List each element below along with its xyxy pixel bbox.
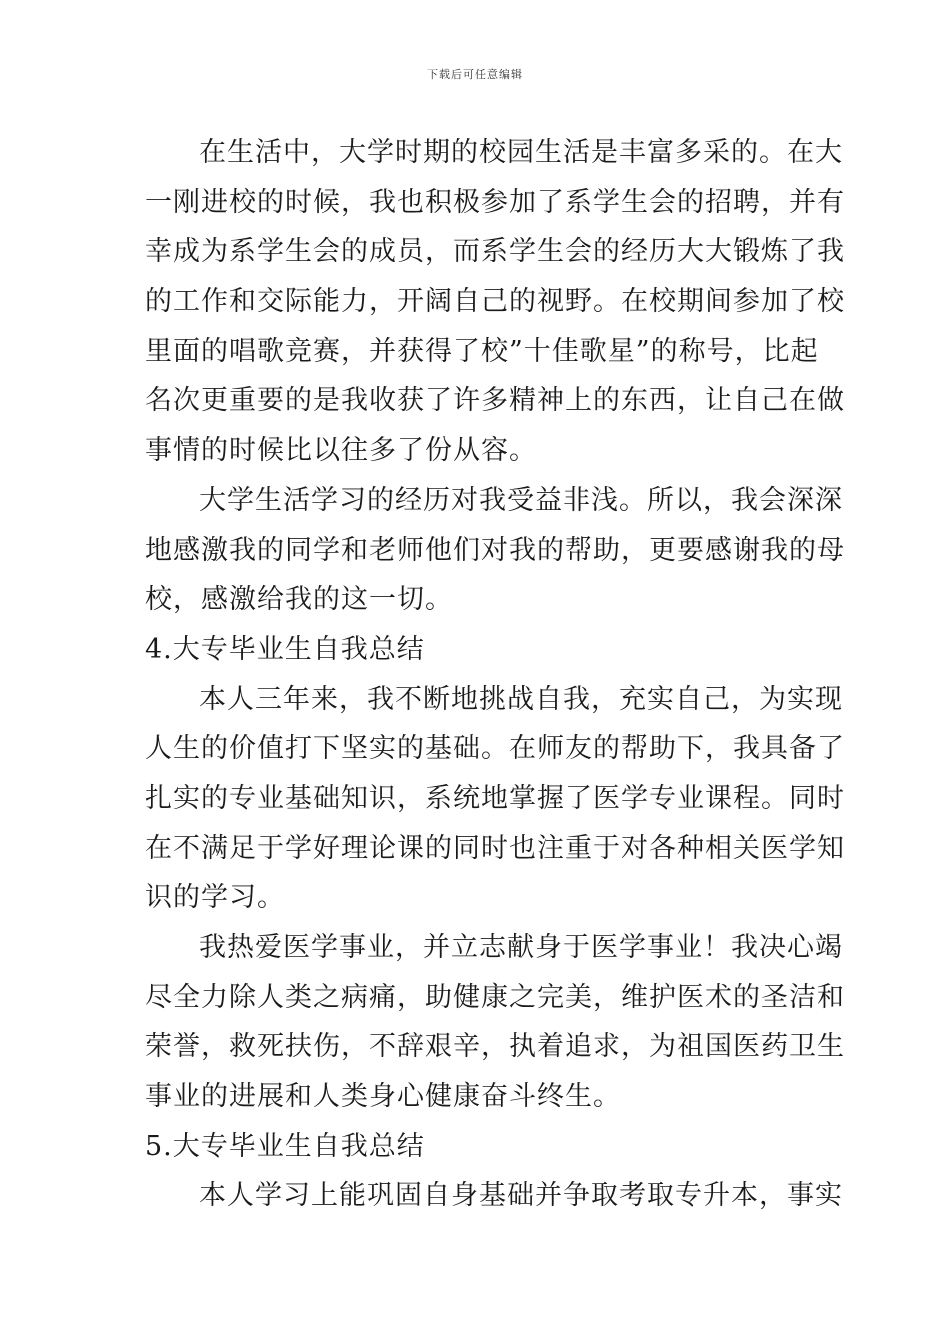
paragraph-line: 一刚进校的时候，我也积极参加了系学生会的招聘，并有	[145, 186, 845, 218]
paragraph-line: 在不满足于学好理论课的同时也注重于对各种相关医学知	[145, 832, 845, 864]
paragraph-line: 大学生活学习的经历对我受益非浅。所以，我会深深	[199, 484, 843, 516]
paragraph-line: 人生的价值打下坚实的基础。在师友的帮助下，我具备了	[145, 733, 845, 765]
paragraph-line: 本人学习上能巩固自身基础并争取考取专升本，事实	[199, 1180, 843, 1212]
paragraph-line: 事业的进展和人类身心健康奋斗终生。	[145, 1081, 621, 1113]
paragraph-line: 我热爱医学事业，并立志献身于医学事业！我决心竭	[199, 932, 843, 963]
paragraph-line: 名次更重要的是我收获了许多精神上的东西，让自己在做	[145, 385, 845, 417]
paragraph-line: 事情的时候比以往多了份从容。	[145, 435, 537, 467]
paragraph-line: 识的学习。	[145, 882, 285, 914]
paragraph-line: 本人三年来，我不断地挑战自我，充实自己，为实现	[199, 683, 843, 715]
paragraph-line: 幸成为系学生会的成员，而系学生会的经历大大锻炼了我	[145, 236, 845, 268]
paragraph-line: 尽全力除人类之病痛，助健康之完美，维护医术的圣洁和	[145, 981, 845, 1013]
document-body	[145, 128, 845, 1221]
paragraph-line: 地感激我的同学和老师他们对我的帮助，更要感谢我的母	[145, 534, 845, 566]
paragraph-line: 扎实的专业基础知识，系统地掌握了医学专业课程。同时	[145, 782, 845, 814]
paragraph-line: 的工作和交际能力，开阔自己的视野。在校期间参加了校	[145, 286, 845, 318]
page-header: 下载后可任意编辑	[427, 68, 523, 81]
paragraph-line: 校，感激给我的这一切。	[145, 584, 453, 616]
section-heading: 4.大专毕业生自我总结	[145, 633, 425, 665]
section-heading: 5.大专毕业生自我总结	[145, 1130, 425, 1162]
paragraph-line: 荣誉，救死扶伤，不辞艰辛，执着追求，为祖国医药卫生	[145, 1031, 845, 1063]
paragraph-line: 在生活中，大学时期的校园生活是丰富多采的。在大	[199, 137, 843, 168]
paragraph-line: 里面的唱歌竞赛，并获得了校”十佳歌星”的称号，比起	[145, 335, 819, 367]
